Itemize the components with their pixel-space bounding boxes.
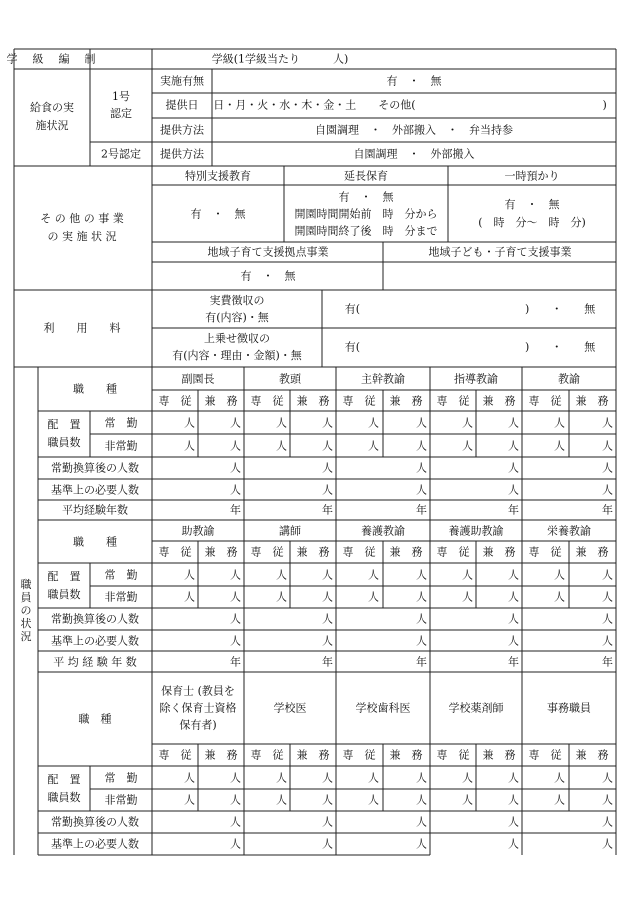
dedicated-header: 専 従 (342, 394, 376, 407)
actual-cost-value: 有( ) ・ 無 (344, 302, 596, 316)
person-unit: 人 (416, 416, 427, 429)
person-unit: 人 (276, 793, 287, 807)
person-unit: 人 (230, 439, 241, 452)
person-unit: 人 (416, 771, 427, 784)
average-experience-label: 平均経験年数 (62, 503, 128, 517)
concurrent-header: 兼 務 (389, 748, 423, 762)
person-unit: 人 (322, 815, 333, 829)
person-unit: 人 (602, 793, 613, 807)
special-support-value: 有 ・ 無 (190, 207, 246, 221)
person-unit: 人 (602, 416, 613, 429)
other-services-heading: そ の 他 の 事 業 の 実 施 状 況 (40, 212, 124, 243)
person-unit: 人 (230, 634, 241, 647)
person-unit: 人 (322, 483, 333, 496)
person-unit: 人 (322, 837, 333, 851)
person-unit: 人 (368, 416, 379, 429)
year-unit: 年 (416, 503, 427, 517)
person-unit: 人 (508, 634, 519, 647)
person-unit: 人 (184, 590, 195, 604)
person-unit: 人 (230, 771, 241, 784)
meal-days-label: 提供日 (165, 98, 199, 112)
person-unit: 人 (508, 416, 519, 429)
placement-staff-label: 配 置 職員数 (47, 772, 81, 804)
dedicated-header: 専 従 (436, 394, 470, 407)
actual-cost-label: 実費徴収の 有(内容)・無 (205, 294, 269, 324)
fees-heading: 利 用 料 (43, 321, 121, 335)
meal-certification-2: 2号認定 (101, 147, 141, 161)
concurrent-header: 兼 務 (389, 545, 423, 559)
person-unit: 人 (602, 439, 613, 452)
staff-category-heading: 講師 (279, 524, 301, 537)
concurrent-header: 兼 務 (204, 748, 238, 762)
person-unit: 人 (230, 416, 241, 429)
job-type-label: 職 種 (73, 535, 117, 548)
dedicated-header: 専 従 (158, 748, 192, 762)
temporary-care-value: 有 ・ 無 ( 時 分～ 時 分) (478, 198, 586, 229)
person-unit: 人 (602, 634, 613, 647)
person-unit: 人 (184, 416, 195, 429)
person-unit: 人 (508, 815, 519, 829)
temporary-care-label: 一時預かり (504, 169, 560, 183)
person-unit: 人 (230, 483, 241, 496)
person-unit: 人 (602, 568, 613, 581)
person-unit: 人 (322, 568, 333, 581)
person-unit: 人 (416, 612, 427, 626)
staff-category-heading: 保育士 (教員を除く保育士資格保有者) (159, 684, 237, 732)
childcare-hub-label: 地域子育て支援拠点事業 (207, 245, 329, 259)
staff-category-heading: 主幹教諭 (361, 372, 405, 385)
dedicated-header: 専 従 (158, 545, 192, 559)
staff-category-heading: 養護教諭 (361, 524, 405, 537)
concurrent-header: 兼 務 (204, 545, 238, 559)
concurrent-header: 兼 務 (482, 545, 516, 559)
concurrent-header: 兼 務 (482, 394, 516, 407)
extended-care-value: 有 ・ 無 開園時間開始前 時 分から 開園時間終了後 時 分まで (294, 190, 438, 238)
person-unit: 人 (368, 590, 379, 604)
person-unit: 人 (416, 793, 427, 807)
person-unit: 人 (184, 771, 195, 784)
fte-count-label: 常勤換算後の人数 (51, 815, 139, 829)
person-unit: 人 (322, 416, 333, 429)
staff-category-heading: 学校薬剤師 (448, 701, 504, 715)
staff-category-heading: 助教諭 (181, 524, 215, 537)
person-unit: 人 (602, 483, 613, 496)
class-heading: 学 級 編 制 (6, 52, 98, 66)
person-unit: 人 (462, 416, 473, 429)
person-unit: 人 (276, 590, 287, 604)
person-unit: 人 (322, 634, 333, 647)
person-unit: 人 (462, 771, 473, 784)
person-unit: 人 (276, 439, 287, 452)
full-time-label: 常 勤 (104, 771, 138, 784)
childcare-hub-value: 有 ・ 無 (240, 269, 296, 283)
job-type-label: 職 種 (73, 382, 117, 396)
person-unit: 人 (554, 416, 565, 429)
person-unit: 人 (508, 771, 519, 784)
year-unit: 年 (602, 503, 613, 517)
concurrent-header: 兼 務 (575, 394, 609, 407)
person-unit: 人 (508, 793, 519, 807)
concurrent-header: 兼 務 (296, 748, 330, 762)
dedicated-header: 専 従 (250, 545, 284, 559)
special-support-label: 特別支援教育 (185, 169, 251, 183)
concurrent-header: 兼 務 (204, 394, 238, 407)
meal-certification-1: 1号 認定 (110, 90, 132, 120)
job-type-label: 職 種 (78, 712, 112, 726)
person-unit: 人 (554, 590, 565, 604)
staff-category-heading: 教頭 (279, 372, 301, 385)
dedicated-header: 専 従 (436, 748, 470, 762)
extended-care-label: 延長保育 (344, 169, 388, 183)
concurrent-header: 兼 務 (482, 748, 516, 762)
person-unit: 人 (416, 461, 427, 475)
person-unit: 人 (184, 439, 195, 452)
person-unit: 人 (230, 837, 241, 851)
person-unit: 人 (322, 771, 333, 784)
person-unit: 人 (368, 793, 379, 807)
person-unit: 人 (230, 590, 241, 604)
dedicated-header: 専 従 (528, 394, 562, 407)
person-unit: 人 (462, 439, 473, 452)
year-unit: 年 (508, 655, 519, 668)
person-unit: 人 (602, 461, 613, 475)
meal-method-value-1: 自園調理 ・ 外部搬入 ・ 弁当持参 (315, 123, 513, 137)
person-unit: 人 (368, 439, 379, 452)
person-unit: 人 (416, 590, 427, 604)
staff-category-heading: 事務職員 (547, 701, 591, 715)
fte-count-label: 常勤換算後の人数 (51, 612, 139, 626)
person-unit: 人 (230, 461, 241, 475)
person-unit: 人 (322, 590, 333, 604)
person-unit: 人 (416, 815, 427, 829)
dedicated-header: 専 従 (250, 394, 284, 407)
part-time-label: 非常勤 (104, 590, 138, 604)
regional-support-label: 地域子ども・子育て支援事業 (428, 245, 572, 259)
concurrent-header: 兼 務 (296, 545, 330, 559)
person-unit: 人 (554, 568, 565, 581)
extra-fee-value: 有( ) ・ 無 (344, 340, 596, 354)
class-value: 学級(1学級当たり 人) (211, 52, 349, 66)
person-unit: 人 (184, 793, 195, 807)
person-unit: 人 (322, 612, 333, 626)
part-time-label: 非常勤 (104, 439, 138, 452)
year-unit: 年 (230, 503, 241, 517)
meal-method-value-2: 自園調理 ・ 外部搬入 (353, 147, 475, 161)
year-unit: 年 (230, 655, 241, 668)
person-unit: 人 (602, 612, 613, 626)
person-unit: 人 (508, 612, 519, 626)
concurrent-header: 兼 務 (575, 545, 609, 559)
person-unit: 人 (416, 439, 427, 452)
year-unit: 年 (322, 503, 333, 517)
person-unit: 人 (602, 590, 613, 604)
person-unit: 人 (416, 483, 427, 496)
person-unit: 人 (230, 815, 241, 829)
extra-fee-label: 上乗せ徴収の 有(内容・理由・金額)・無 (172, 332, 302, 362)
person-unit: 人 (602, 815, 613, 829)
staff-category-heading: 栄養教諭 (547, 524, 591, 537)
year-unit: 年 (602, 655, 613, 668)
person-unit: 人 (462, 590, 473, 604)
meal-method-label-2: 提供方法 (160, 147, 204, 161)
person-unit: 人 (508, 461, 519, 475)
dedicated-header: 専 従 (436, 545, 470, 559)
person-unit: 人 (416, 634, 427, 647)
concurrent-header: 兼 務 (575, 748, 609, 762)
staff-category-heading: 養護助教諭 (448, 524, 504, 537)
person-unit: 人 (276, 568, 287, 581)
person-unit: 人 (230, 568, 241, 581)
average-experience-label: 平 均 経 験 年 数 (53, 655, 137, 668)
person-unit: 人 (462, 568, 473, 581)
staff-category-heading: 学校歯科医 (355, 701, 411, 715)
full-time-label: 常 勤 (104, 416, 138, 429)
placement-staff-label: 配 置 職員数 (47, 569, 81, 601)
dedicated-header: 専 従 (528, 545, 562, 559)
required-count-label: 基準上の必要人数 (51, 483, 139, 496)
concurrent-header: 兼 務 (389, 394, 423, 407)
person-unit: 人 (322, 461, 333, 475)
required-count-label: 基準上の必要人数 (51, 634, 139, 647)
person-unit: 人 (508, 483, 519, 496)
dedicated-header: 専 従 (342, 545, 376, 559)
meal-method-label-1: 提供方法 (160, 123, 204, 137)
meal-implementation-label: 実施有無 (160, 74, 204, 88)
meal-days-value: 日・月・火・水・木・金・土 その他( ) (213, 98, 607, 112)
year-unit: 年 (416, 655, 427, 668)
person-unit: 人 (184, 568, 195, 581)
person-unit: 人 (322, 439, 333, 452)
person-unit: 人 (508, 837, 519, 851)
person-unit: 人 (554, 439, 565, 452)
person-unit: 人 (462, 793, 473, 807)
year-unit: 年 (322, 655, 333, 668)
staff-category-heading: 副園長 (181, 372, 215, 385)
person-unit: 人 (602, 771, 613, 784)
dedicated-header: 専 従 (342, 748, 376, 762)
person-unit: 人 (554, 771, 565, 784)
dedicated-header: 専 従 (528, 748, 562, 762)
meal-implementation-value: 有 ・ 無 (386, 74, 442, 88)
person-unit: 人 (368, 568, 379, 581)
person-unit: 人 (554, 793, 565, 807)
person-unit: 人 (322, 793, 333, 807)
person-unit: 人 (230, 612, 241, 626)
full-time-label: 常 勤 (104, 568, 138, 581)
required-count-label: 基準上の必要人数 (51, 837, 139, 851)
placement-staff-label: 配 置 職員数 (47, 418, 81, 449)
person-unit: 人 (416, 837, 427, 851)
person-unit: 人 (508, 439, 519, 452)
concurrent-header: 兼 務 (296, 394, 330, 407)
person-unit: 人 (602, 837, 613, 851)
dedicated-header: 専 従 (158, 394, 192, 407)
staff-category-heading: 学校医 (273, 701, 307, 715)
fte-count-label: 常勤換算後の人数 (51, 461, 139, 475)
staff-category-heading: 教諭 (558, 372, 580, 385)
year-unit: 年 (508, 503, 519, 517)
person-unit: 人 (508, 568, 519, 581)
person-unit: 人 (276, 771, 287, 784)
person-unit: 人 (508, 590, 519, 604)
staff-section-heading: 職員の状況 (20, 578, 32, 643)
person-unit: 人 (230, 793, 241, 807)
part-time-label: 非常勤 (104, 793, 138, 807)
person-unit: 人 (276, 416, 287, 429)
staff-category-heading: 指導教諭 (454, 372, 498, 385)
dedicated-header: 専 従 (250, 748, 284, 762)
person-unit: 人 (368, 771, 379, 784)
person-unit: 人 (416, 568, 427, 581)
meal-heading: 給食の実 施状況 (30, 101, 74, 132)
